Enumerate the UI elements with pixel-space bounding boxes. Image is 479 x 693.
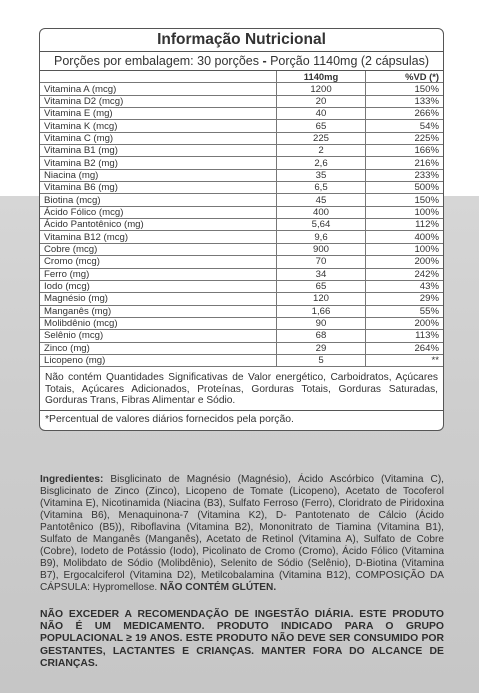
nutrient-name: Vitamina B6 (mg): [40, 182, 277, 194]
table-row: [40, 83, 443, 95]
portions-sep: -: [258, 54, 271, 68]
nutrient-amount: 68: [277, 330, 366, 342]
nutrient-amount: 40: [277, 108, 366, 120]
nutrient-vd: 400%: [366, 231, 444, 243]
table-row: [40, 182, 443, 194]
nutrient-vd: 43%: [366, 280, 444, 292]
nutrient-vd: 225%: [366, 132, 444, 144]
nutrient-amount: 29: [277, 342, 366, 354]
nutrient-name: Ácido Pantotênico (mg): [40, 219, 277, 231]
nutrient-amount: 65: [277, 280, 366, 292]
table-row: [40, 354, 443, 366]
nutrient-name: Magnésio (mg): [40, 293, 277, 305]
nutrient-amount: 400: [277, 206, 366, 218]
panel-title: Informação Nutricional: [40, 29, 443, 52]
nutrient-amount: 5: [277, 354, 366, 366]
table-row: [40, 108, 443, 120]
table-row: [40, 305, 443, 317]
nutrient-name: Vitamina B1 (mg): [40, 145, 277, 157]
nutrient-name: Vitamina E (mg): [40, 108, 277, 120]
nutrient-name: Vitamina K (mcg): [40, 120, 277, 132]
nutrient-amount: 35: [277, 169, 366, 181]
table-row: [40, 145, 443, 157]
nutrient-name: Iodo (mcg): [40, 280, 277, 292]
nutrient-vd: 500%: [366, 182, 444, 194]
table-row: [40, 95, 443, 107]
nutrient-name: Vitamina B12 (mcg): [40, 231, 277, 243]
table-row: [40, 256, 443, 268]
nutrient-amount: 225: [277, 132, 366, 144]
table-row: [40, 280, 443, 292]
nutrient-amount: 90: [277, 317, 366, 329]
table-row: [40, 330, 443, 342]
table-row: [40, 243, 443, 255]
nutrient-amount: 1200: [277, 83, 366, 95]
nutrient-name: Cobre (mcg): [40, 243, 277, 255]
nutrient-name: Ácido Fólico (mcg): [40, 206, 277, 218]
nutrient-name: Cromo (mcg): [40, 256, 277, 268]
header-vd: %VD (*): [366, 71, 444, 83]
table-row: [40, 219, 443, 231]
nutrient-amount: 120: [277, 293, 366, 305]
nutrient-vd: 112%: [366, 219, 444, 231]
table-row: [40, 169, 443, 181]
table-row: [40, 194, 443, 206]
nutrient-amount: 1,66: [277, 305, 366, 317]
nutrient-name: Niacina (mg): [40, 169, 277, 181]
nutrient-name: Vitamina A (mcg): [40, 83, 277, 95]
nutrient-vd: 216%: [366, 157, 444, 169]
nutrient-amount: 6,5: [277, 182, 366, 194]
nutrient-name: Manganês (mg): [40, 305, 277, 317]
header-nutrient: [40, 71, 277, 83]
table-row: [40, 293, 443, 305]
nutrient-name: Vitamina B2 (mg): [40, 157, 277, 169]
nutrient-vd: 266%: [366, 108, 444, 120]
ingredients-list: Bisglicinato de Magnésio (Magnésio), Ácido Ascórbico (Vitamina C), Bisglicinato de Zinco (Zinco), Licopeno de Tomate (Licopeno), Acetato de Tocoferol (Vitamina E), Nicotinamida (Niacina (B3), Sulfato Ferroso (Ferro), Cloridrato de Piridoxina (Vitamina B6), Menaquinona-7 (Vitamina K2), D- Pantotenato de Cálcio (Ácido Pantotênico (B5)), Riboflavina (Vitamina B2), Mononitrato de Tiamina (Vitamina B1), Sulfato de Manganês (Manganês), Acetato de Retinol (Vitamina A), Sulfato de Cobre (Cobre), Iodeto de Potássio (Iodo), Picolinato de Cromo (Cromo), Ácido Fólico (Vitamina B9), Molibdato de Sódio (Molibdênio), Selenito de Sódio (Selênio), D-Biotina (Vitamina B7), Ergocalciferol (Vitamina D2), Metilcobalamina (Vitamina B12), COMPOSIÇÃO DA CÁPSULA: Hypromellose.: [40, 474, 444, 593]
gluten-notice: NÃO CONTÉM GLÚTEN.: [157, 581, 277, 593]
nutrient-vd: 100%: [366, 206, 444, 218]
table-header-row: [40, 71, 443, 83]
daily-value-footnote: *Percentual de valores diários fornecidos pela porção.: [45, 414, 294, 426]
nutrition-table: [40, 71, 443, 367]
nutrient-amount: 70: [277, 256, 366, 268]
table-row: [40, 317, 443, 329]
table-row: [40, 268, 443, 280]
nutrient-amount: 65: [277, 120, 366, 132]
nutrient-vd: 150%: [366, 194, 444, 206]
nutrient-vd: 133%: [366, 95, 444, 107]
table-row: [40, 120, 443, 132]
nutrient-vd: 55%: [366, 305, 444, 317]
nutrient-vd: 150%: [366, 83, 444, 95]
nutrient-name: Vitamina C (mg): [40, 132, 277, 144]
nutrient-vd: **: [366, 354, 444, 366]
nutrient-name: Vitamina D2 (mcg): [40, 95, 277, 107]
nutrient-vd: 100%: [366, 243, 444, 255]
header-amount: 1140mg: [277, 71, 366, 83]
nutrient-name: Ferro (mg): [40, 268, 277, 280]
table-row: [40, 157, 443, 169]
nutrient-vd: 29%: [366, 293, 444, 305]
not-significant-note: Não contém Quantidades Significativas de Valor energético, Carboidratos, Açúcares Totais, Açúcares Adicionados, Proteínas, Gorduras Totais, Gorduras Saturadas, Gorduras Trans, Fibras Alimentar e Sódio.: [40, 367, 443, 411]
table-row: [40, 231, 443, 243]
nutrient-vd: 242%: [366, 268, 444, 280]
ingredients-text: [40, 474, 444, 594]
nutrition-facts-panel: [39, 28, 444, 431]
nutrient-name: Selênio (mcg): [40, 330, 277, 342]
nutrient-amount: 45: [277, 194, 366, 206]
nutrient-amount: 9,6: [277, 231, 366, 243]
nutrient-amount: 2,6: [277, 157, 366, 169]
table-row: [40, 132, 443, 144]
table-row: [40, 342, 443, 354]
nutrient-amount: 34: [277, 268, 366, 280]
nutrient-vd: 200%: [366, 256, 444, 268]
warning-text: NÃO EXCEDER A RECOMENDAÇÃO DE INGESTÃO DIÁRIA. ESTE PRODUTO NÃO É UM MEDICAMENTO. PRODUTO INDICADO PARA O GRUPO POPULACIONAL ≥ 19 ANOS. ESTE PRODUTO NÃO DEVE SER CONSUMIDO POR GESTANTES, LACTANTES E CRIANÇAS. MANTER FORA DO ALCANCE DE CRIANÇAS.: [40, 609, 444, 669]
nutrient-name: Molibdênio (mcg): [40, 317, 277, 329]
nutrient-name: Biotina (mcg): [40, 194, 277, 206]
nutrient-vd: 200%: [366, 317, 444, 329]
nutrient-vd: 113%: [366, 330, 444, 342]
nutrient-vd: 233%: [366, 169, 444, 181]
nutrient-amount: 20: [277, 95, 366, 107]
nutrient-name: Licopeno (mg): [40, 354, 277, 366]
nutrient-name: Zinco (mg): [40, 342, 277, 354]
nutrient-amount: 5,64: [277, 219, 366, 231]
table-row: [40, 206, 443, 218]
portions-prefix: Porções por embalagem: 30 porções: [54, 54, 259, 68]
portions-line: [40, 52, 443, 71]
ingredients-label: Ingredientes:: [40, 474, 104, 485]
nutrient-amount: 900: [277, 243, 366, 255]
nutrient-amount: 2: [277, 145, 366, 157]
nutrient-vd: 264%: [366, 342, 444, 354]
nutrient-vd: 54%: [366, 120, 444, 132]
nutrient-vd: 166%: [366, 145, 444, 157]
portions-suffix: (2 cápsulas): [357, 54, 429, 68]
portion-size: Porção 1140mg: [270, 54, 358, 68]
